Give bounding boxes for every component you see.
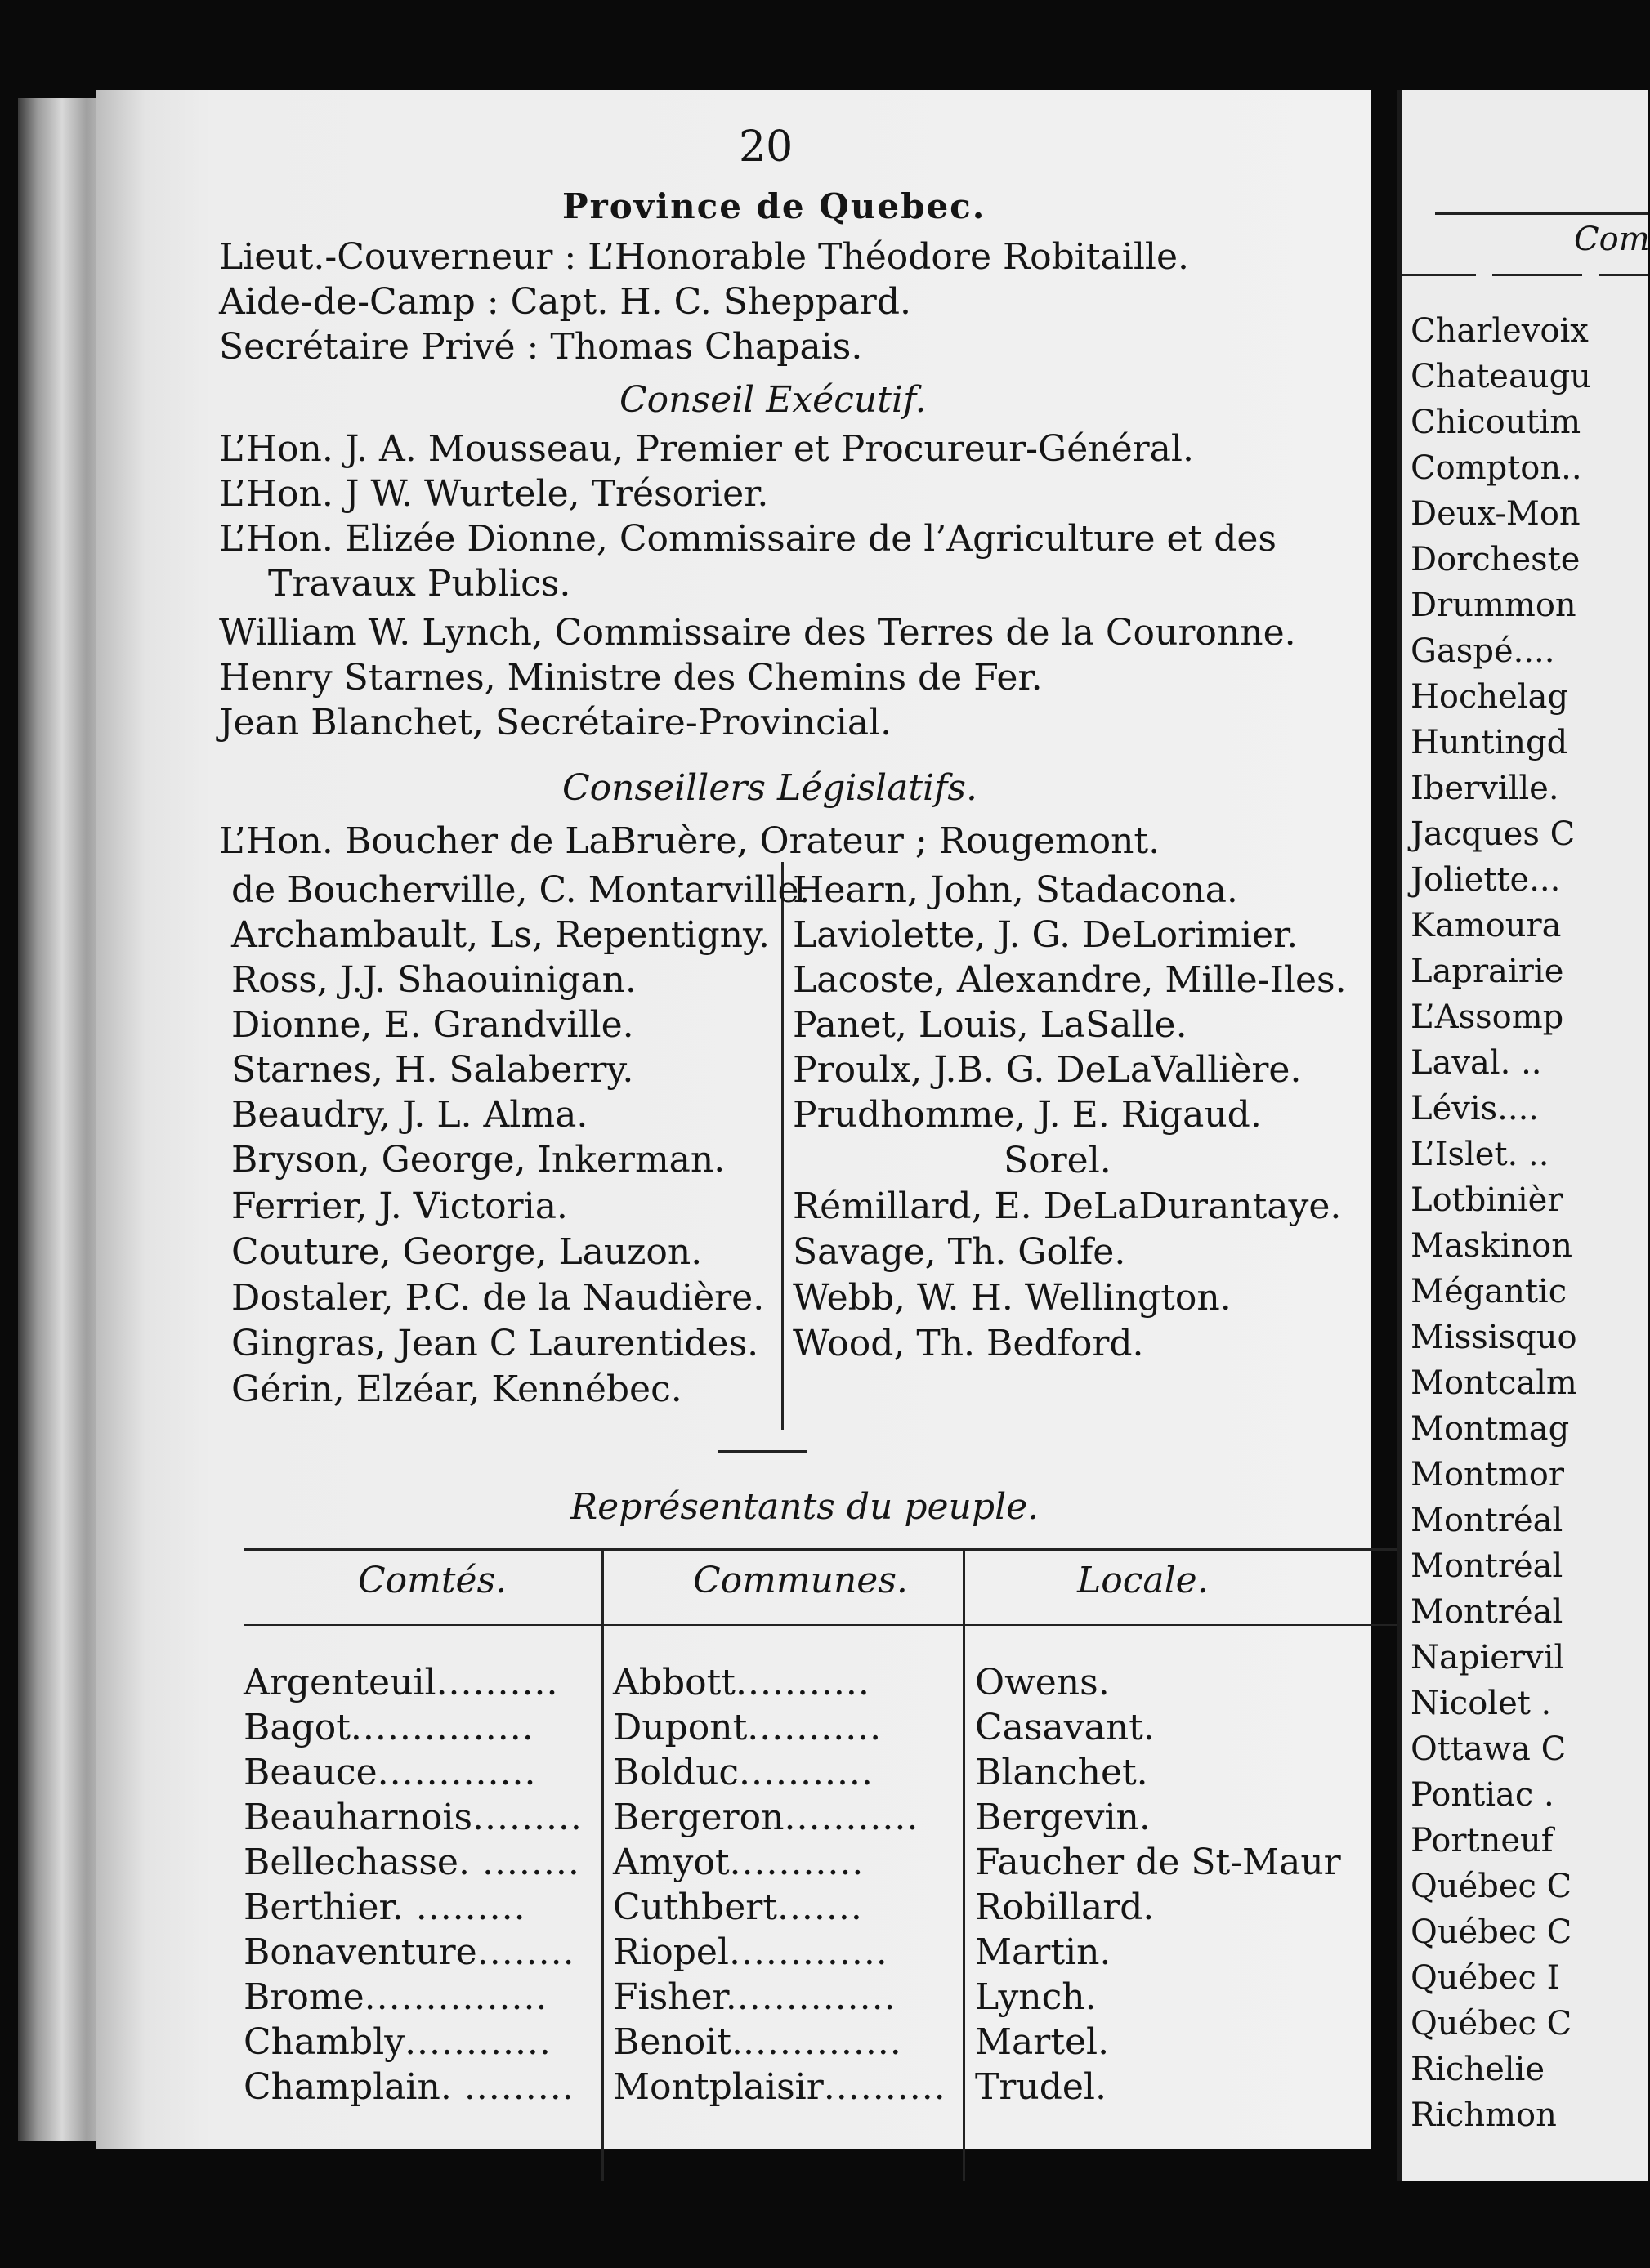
right-page-county-entry: Montcalm: [1411, 1364, 1577, 1402]
right-page-county-entry: Jacques C: [1411, 815, 1576, 853]
page-title: Province de Quebec.: [562, 186, 986, 226]
table-cell-county: Beauharnois.........: [244, 1797, 583, 1838]
official-line: Aide-de-Camp : Capt. H. C. Sheppard.: [219, 281, 911, 323]
right-page-county-entry: Joliette...: [1411, 861, 1561, 899]
table-header-comtes: Comtés.: [358, 1560, 508, 1601]
councillor-entry: Bryson, George, Inkerman.: [231, 1139, 726, 1181]
table-cell-local: Martin.: [975, 1931, 1111, 1973]
table-cell-commons: Bolduc...........: [613, 1752, 874, 1793]
right-page-county-entry: Montmor: [1411, 1456, 1565, 1493]
councillor-entry: Archambault, Ls, Repentigny.: [231, 914, 770, 956]
table-cell-local: Lynch.: [975, 1976, 1097, 2018]
table-header-rule: [244, 1624, 1429, 1626]
right-page-county-entry: Richmon: [1411, 2096, 1557, 2134]
right-page-county-entry: Québec I: [1411, 1959, 1560, 1997]
right-page-county-entry: L’Islet. ..: [1411, 1136, 1549, 1173]
councillor-entry: Gérin, Elzéar, Kennébec.: [231, 1368, 682, 1410]
right-page: [1397, 90, 1648, 2181]
table-cell-county: Beauce.............: [244, 1752, 537, 1793]
table-cell-local: Bergevin.: [975, 1797, 1151, 1838]
table-cell-county: Bellechasse. ........: [244, 1842, 580, 1883]
executive-line: L’Hon. J. A. Mousseau, Premier et Procureur-Général.: [219, 428, 1194, 470]
table-cell-local: Trudel.: [975, 2066, 1107, 2108]
right-page-county-entry: Laval. ..: [1411, 1044, 1542, 1082]
table-cell-commons: Dupont...........: [613, 1707, 883, 1748]
table-cell-county: Brome...............: [244, 1976, 548, 2018]
table-cell-commons: Fisher..............: [613, 1976, 897, 2018]
councillor-entry: Prudhomme, J. E. Rigaud.: [793, 1094, 1262, 1136]
councillor-entry: Dostaler, P.C. de la Naudière.: [231, 1277, 765, 1319]
speaker-line: L’Hon. Boucher de LaBruère, Orateur ; Rougemont.: [219, 820, 1160, 862]
table-cell-local: Martel.: [975, 2021, 1110, 2063]
table-cell-commons: Abbott...........: [613, 1662, 870, 1703]
table-cell-commons: Benoit..............: [613, 2021, 902, 2063]
right-page-county-entry: L’Assomp: [1411, 998, 1564, 1036]
table-cell-commons: Amyot...........: [613, 1842, 865, 1883]
table-column-divider: [963, 1548, 965, 2181]
right-page-county-entry: Pontiac .: [1411, 1776, 1554, 1814]
page-number: 20: [739, 123, 794, 172]
councillor-entry: de Boucherville, C. Montarville.: [231, 869, 811, 911]
councillors-divider: [781, 862, 784, 1430]
right-page-county-entry: Drummon: [1411, 587, 1576, 624]
executive-line: Travaux Publics.: [268, 563, 571, 605]
councillor-entry: Couture, George, Lauzon.: [231, 1231, 703, 1273]
right-page-county-entry: Kamoura: [1411, 907, 1562, 944]
table-cell-county: Chambly............: [244, 2021, 552, 2063]
right-page-county-entry: Montmag: [1411, 1410, 1570, 1448]
table-cell-local: Robillard.: [975, 1886, 1155, 1928]
right-page-county-entry: Québec C: [1411, 1868, 1572, 1905]
right-page-header: Com: [1574, 221, 1650, 258]
table-header-locale: Locale.: [1077, 1560, 1209, 1601]
councillor-entry: Dionne, E. Grandville.: [231, 1004, 634, 1046]
table-header-communes: Communes.: [693, 1560, 908, 1601]
right-page-county-entry: Napiervil: [1411, 1639, 1565, 1676]
right-page-county-entry: Huntingd: [1411, 724, 1568, 761]
councillor-entry: Lacoste, Alexandre, Mille-Iles.: [793, 959, 1347, 1001]
right-page-county-entry: Compton..: [1411, 449, 1582, 487]
right-page-county-entry: Montréal: [1411, 1593, 1563, 1631]
right-page-county-entry: Montréal: [1411, 1502, 1563, 1539]
executive-line: L’Hon. Elizée Dionne, Commissaire de l’Agriculture et des: [219, 518, 1277, 560]
executive-line: L’Hon. J W. Wurtele, Trésorier.: [219, 473, 769, 515]
right-page-county-entry: Charlevoix: [1411, 312, 1589, 350]
right-page-county-entry: Laprairie: [1411, 953, 1564, 990]
councillor-entry: Panet, Louis, LaSalle.: [793, 1004, 1187, 1046]
right-page-county-entry: Dorcheste: [1411, 541, 1581, 578]
councillor-entry: Savage, Th. Golfe.: [793, 1231, 1126, 1273]
right-page-county-entry: Lotbinièr: [1411, 1181, 1563, 1219]
right-page-county-entry: Chateaugu: [1411, 358, 1591, 395]
councillor-entry: Gingras, Jean C Laurentides.: [231, 1323, 759, 1364]
table-cell-local: Casavant.: [975, 1707, 1155, 1748]
right-page-county-entry: Iberville.: [1411, 770, 1559, 807]
right-page-rule: [1492, 274, 1582, 276]
councillor-entry: Ferrier, J. Victoria.: [231, 1185, 568, 1227]
right-page-rule: [1435, 212, 1648, 215]
councillor-entry: Beaudry, J. L. Alma.: [231, 1094, 588, 1136]
councillor-entry: Laviolette, J. G. DeLorimier.: [793, 914, 1299, 956]
table-cell-local: Owens.: [975, 1662, 1110, 1703]
councillor-entry: Rémillard, E. DeLaDurantaye.: [793, 1185, 1342, 1227]
table-cell-commons: Montplaisir..........: [613, 2066, 946, 2108]
right-page-county-entry: Deux-Mon: [1411, 495, 1581, 533]
executive-line: Jean Blanchet, Secrétaire-Provincial.: [219, 702, 892, 743]
table-top-rule: [244, 1548, 1429, 1551]
right-page-county-entry: Missisquo: [1411, 1319, 1577, 1356]
representatives-heading: Représentants du peuple.: [570, 1486, 1040, 1528]
right-page-county-entry: Québec C: [1411, 1913, 1572, 1951]
table-cell-commons: Bergeron...........: [613, 1797, 919, 1838]
right-page-county-entry: Nicolet .: [1411, 1685, 1552, 1722]
official-line: Secrétaire Privé : Thomas Chapais.: [219, 326, 863, 368]
right-page-county-entry: Gaspé....: [1411, 632, 1555, 670]
councillor-entry: Webb, W. H. Wellington.: [793, 1277, 1232, 1319]
right-page-rule: [1599, 274, 1648, 276]
councillor-entry: Hearn, John, Stadacona.: [793, 869, 1238, 911]
table-cell-local: Faucher de St-Maur: [975, 1842, 1341, 1883]
table-cell-county: Bonaventure........: [244, 1931, 575, 1973]
councillor-entry: Proulx, J.B. G. DeLaVallière.: [793, 1049, 1302, 1091]
right-page-county-entry: Hochelag: [1411, 678, 1569, 716]
table-cell-local: Blanchet.: [975, 1752, 1148, 1793]
councillor-entry: Wood, Th. Bedford.: [793, 1323, 1144, 1364]
right-page-county-entry: Maskinon: [1411, 1227, 1572, 1265]
official-line: Lieut.-Couverneur : L’Honorable Théodore Robitaille.: [219, 236, 1189, 278]
right-page-county-entry: Chicoutim: [1411, 404, 1581, 441]
right-page-county-entry: Lévis....: [1411, 1090, 1540, 1127]
section-divider: [718, 1450, 807, 1453]
councillor-entry: Sorel.: [1004, 1140, 1111, 1181]
councillor-entry: Ross, J.J. Shaouinigan.: [231, 959, 637, 1001]
councillor-entry: Starnes, H. Salaberry.: [231, 1049, 634, 1091]
right-page-county-entry: Ottawa C: [1411, 1730, 1567, 1768]
right-page-county-entry: Montréal: [1411, 1547, 1563, 1585]
table-cell-commons: Riopel.............: [613, 1931, 888, 1973]
right-page-county-entry: Portneuf: [1411, 1822, 1554, 1859]
table-cell-commons: Cuthbert.......: [613, 1886, 863, 1928]
right-page-county-entry: Richelie: [1411, 2051, 1545, 2088]
table-cell-county: Berthier. .........: [244, 1886, 526, 1928]
right-page-rule: [1402, 274, 1476, 276]
legislative-heading: Conseillers Législatifs.: [562, 767, 977, 809]
table-cell-county: Argenteuil..........: [244, 1662, 559, 1703]
executive-line: William W. Lynch, Commissaire des Terres de la Couronne.: [219, 612, 1296, 654]
table-cell-county: Bagot...............: [244, 1707, 534, 1748]
right-page-county-entry: Québec C: [1411, 2005, 1572, 2043]
table-column-divider: [601, 1548, 604, 2181]
executive-line: Henry Starnes, Ministre des Chemins de Fer.: [219, 657, 1043, 699]
table-cell-county: Champlain. .........: [244, 2066, 575, 2108]
left-page: [96, 90, 1371, 2149]
executive-heading: Conseil Exécutif.: [619, 379, 927, 421]
right-page-county-entry: Mégantic: [1411, 1273, 1567, 1310]
